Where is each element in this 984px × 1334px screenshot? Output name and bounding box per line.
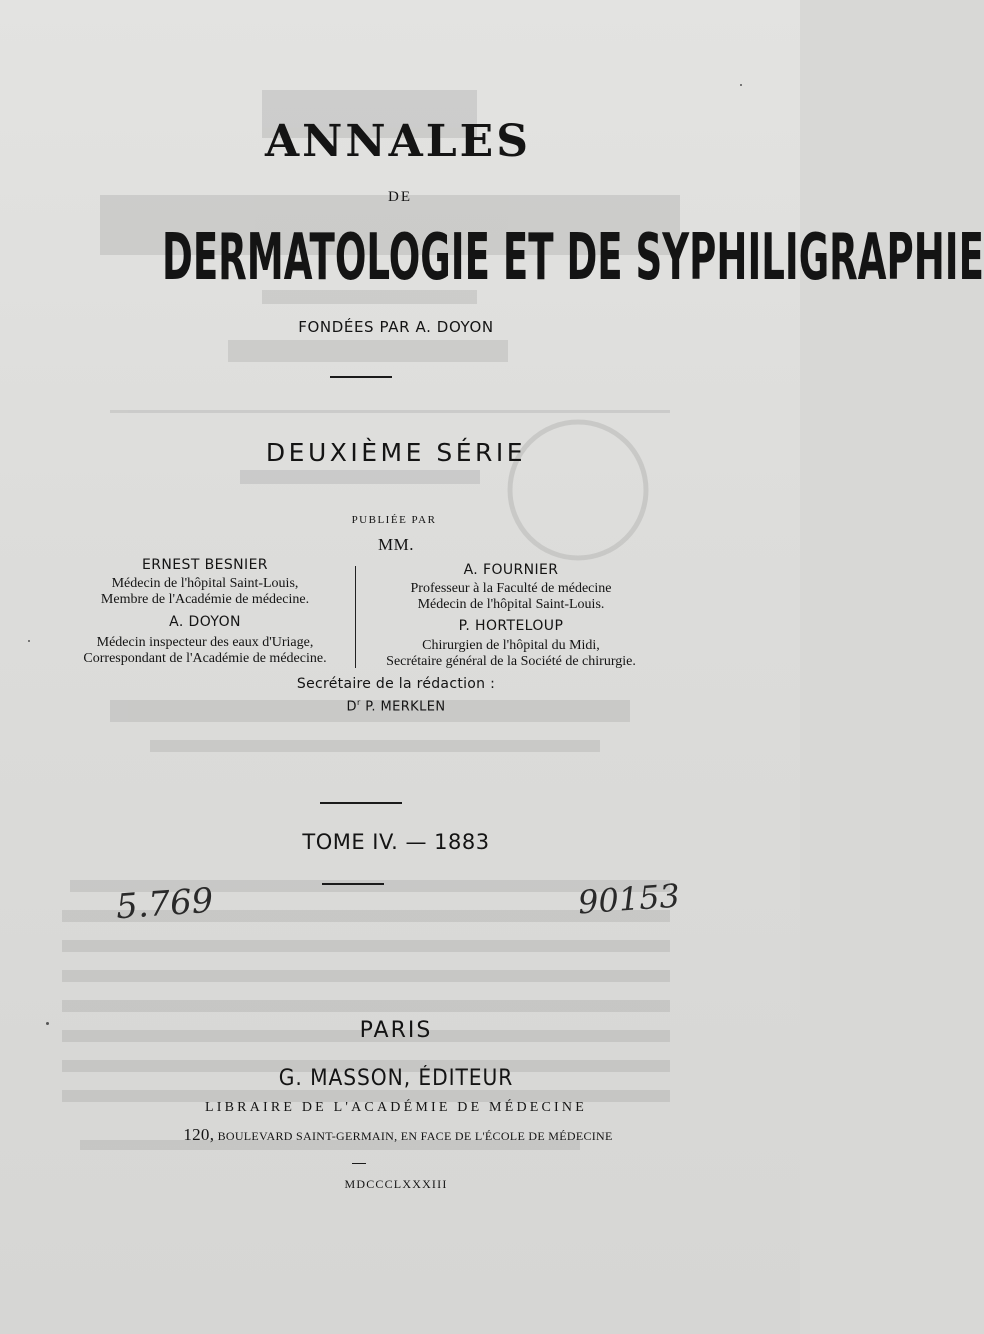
editor-title-line: Médecin de l'hôpital Saint-Louis, — [111, 576, 299, 591]
editor-name: P. HORTELOUP — [458, 618, 564, 634]
editor-title-line: Professeur à la Faculté de médecine — [410, 581, 612, 596]
divider-rule-2 — [320, 802, 402, 804]
editor-title-line: Correspondant de l'Académie de médecine. — [83, 651, 327, 666]
title-connector: DE — [388, 189, 412, 205]
editor-title-line: Médecin inspecteur des eaux d'Uriage, — [96, 635, 314, 650]
paper-speck — [28, 640, 30, 642]
imprint-year: MDCCCLXXXIII — [344, 1177, 448, 1191]
handwritten-shelfmark-right: 90153 — [576, 876, 681, 922]
divider-rule-3 — [322, 883, 384, 885]
doctor-abbrev: D — [346, 699, 357, 715]
address-number: 120, — [183, 1125, 215, 1144]
doctor-abbrev-sup: r — [356, 698, 361, 707]
editor-fournier — [352, 562, 670, 613]
imprint-city: PARIS — [359, 1018, 433, 1043]
editorial-secretary-label: Secrétaire de la rédaction : — [296, 676, 496, 692]
imprint-publisher: G. MASSON, ÉDITEUR — [278, 1066, 514, 1091]
messieurs-label: MM. — [378, 535, 414, 554]
imprint-address — [0, 1125, 798, 1145]
editorial-secretary-name — [0, 698, 796, 714]
secretary-name: P. MERKLEN — [360, 699, 446, 715]
editor-title-line: Membre de l'Académie de médecine. — [100, 592, 310, 607]
editor-besnier — [60, 557, 350, 608]
series-label: DEUXIÈME SÉRIE — [265, 438, 527, 467]
paper-speck — [740, 84, 742, 86]
address-street: BOULEVARD SAINT-GERMAIN, EN FACE DE L'ÉCOLE DE MÉDECINE — [214, 1129, 613, 1143]
divider-rule-4 — [352, 1163, 366, 1164]
handwritten-shelfmark-left: 5.769 — [114, 880, 215, 928]
editor-name: A. FOURNIER — [463, 562, 559, 578]
paper-speck — [46, 1022, 49, 1025]
editor-title-line: Secrétaire général de la Société de chirurgie. — [386, 654, 636, 669]
editor-doyon — [60, 614, 350, 667]
imprint-libraire: LIBRAIRE DE L'ACADÉMIE DE MÉDECINE — [205, 1100, 587, 1115]
editor-horteloup — [352, 618, 670, 670]
founded-by-line: FONDÉES PAR A. DOYON — [298, 318, 494, 336]
volume-label: TOME IV. — 1883 — [302, 830, 490, 854]
editor-title-line: Chirurgien de l'hôpital du Midi, — [422, 638, 600, 653]
published-by-label: PUBLIÉE PAR — [351, 514, 437, 526]
journal-title: ANNALES — [265, 116, 531, 167]
editor-title-line: Médecin de l'hôpital Saint-Louis. — [417, 597, 605, 612]
divider-rule-1 — [330, 376, 392, 378]
editor-name: ERNEST BESNIER — [142, 557, 268, 573]
editor-name: A. DOYON — [169, 614, 241, 630]
journal-subject-title: DERMATOLOGIE ET DE SYPHILIGRAPHIE — [162, 221, 984, 295]
